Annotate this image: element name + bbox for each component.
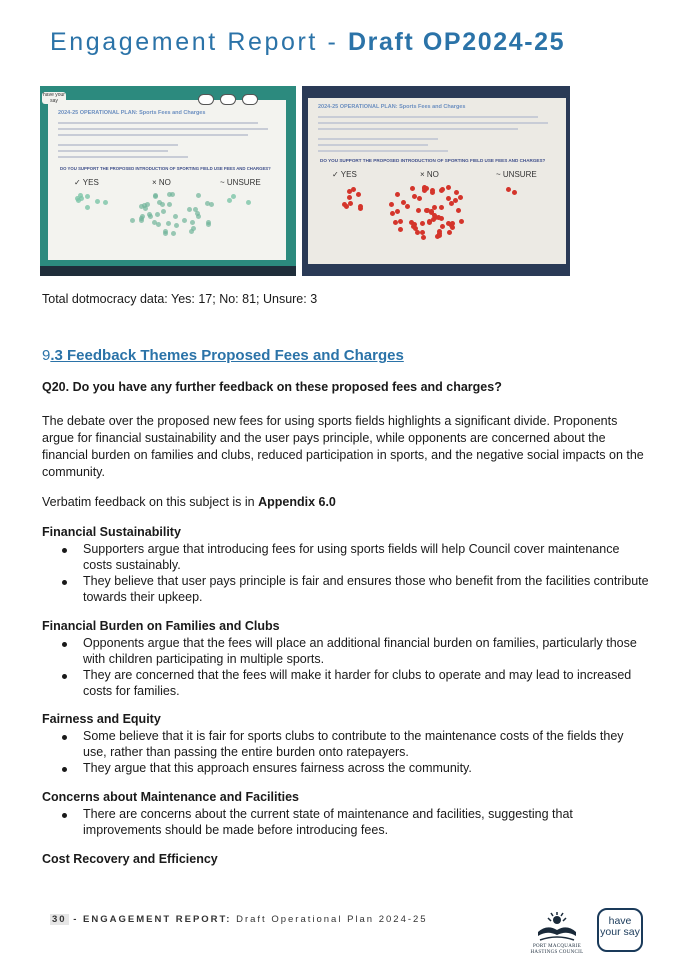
vote-dot: [459, 219, 464, 224]
bullet-icon: [62, 674, 67, 679]
section-title-link[interactable]: .3 Feedback Themes Proposed Fees and Charges: [50, 347, 404, 364]
bullet-icon: [62, 642, 67, 647]
section-number: 9: [42, 347, 51, 364]
vote-dot: [398, 219, 403, 224]
left-option-unsure: ~ UNSURE: [220, 178, 261, 187]
page-title: [50, 28, 565, 57]
board-text-line: [318, 116, 538, 118]
board-text-line: [58, 128, 268, 130]
council-logo: [530, 910, 584, 956]
theme-heading-financial-burden: Financial Burden on Families and Clubs: [42, 619, 280, 633]
vote-dot: [439, 188, 444, 193]
vote-dot: [140, 214, 145, 219]
vote-dot: [166, 221, 171, 226]
vote-dot: [191, 226, 196, 231]
bullet-icon: [62, 735, 67, 740]
bullet-text: They believe that user pays principle is fair and ensures those who benefit from the facilities contribute towards their upkeep.: [83, 574, 649, 604]
vote-dot: [196, 193, 201, 198]
vote-dot: [447, 230, 452, 235]
vote-dot: [344, 204, 349, 209]
theme-bullets-fairness-equity: [60, 729, 650, 778]
board-text-line: [58, 134, 248, 136]
vote-dot: [453, 198, 458, 203]
vote-dot: [195, 211, 200, 216]
bullet-icon: [62, 813, 67, 818]
vote-dot: [147, 212, 152, 217]
list-item: [60, 761, 650, 777]
theme-bullets-financial-sustainability: [60, 542, 650, 606]
vote-dot: [398, 227, 403, 232]
bullet-text: They are concerned that the fees will make it harder for clubs to operate and may lead to increased costs for families.: [83, 668, 632, 698]
vote-dot: [437, 233, 442, 238]
vote-dot: [174, 223, 179, 228]
vote-dot: [347, 195, 352, 200]
vote-dot: [456, 208, 461, 213]
board-text-line: [58, 150, 168, 152]
right-board-question: DO YOU SUPPORT THE PROPOSED INTRODUCTION OF SPORTING FIELD USE FEES AND CHARGES?: [320, 158, 546, 163]
vote-dot: [231, 194, 236, 199]
bullet-icon: [62, 580, 67, 585]
vote-dot: [163, 231, 168, 236]
vote-dot: [173, 214, 178, 219]
board-text-line: [318, 138, 438, 140]
vote-dot: [390, 211, 395, 216]
theme-bullets-maintenance-facilities: [60, 807, 650, 839]
page-footer: [50, 914, 428, 925]
vote-dot: [506, 187, 511, 192]
left-option-no: × NO: [152, 178, 171, 187]
appendix-reference: Appendix 6.0: [258, 495, 336, 509]
right-option-yes: ✓ YES: [332, 170, 357, 179]
vote-dot: [412, 222, 417, 227]
list-item: [60, 729, 650, 760]
hys-line-1: have: [608, 915, 632, 927]
vote-dot: [412, 194, 417, 199]
vote-dot: [155, 212, 160, 217]
bubble-icon: [198, 94, 214, 105]
vote-dot: [206, 222, 211, 227]
vote-dot: [512, 190, 517, 195]
bubble-icon: [242, 94, 258, 105]
intro-paragraph: The debate over the proposed new fees for using sports fields highlights a significant divide. Proponents argue for financial sustainability and the user pays principle, while opponents are concerned about the financial burden on families and clubs, reduced participation in sports, and the negative social impacts on the community.: [42, 414, 644, 479]
right-option-unsure: ~ UNSURE: [496, 170, 537, 179]
vote-dot: [157, 200, 162, 205]
vote-dot: [156, 222, 161, 227]
bubble-icon: [220, 94, 236, 105]
vote-dot: [190, 220, 195, 225]
bullet-text: Supporters argue that introducing fees for using sports fields will help Council cover maintenance costs sustainably.: [83, 542, 620, 572]
vote-dot: [393, 220, 398, 225]
list-item: [60, 636, 650, 667]
bullet-icon: [62, 767, 67, 772]
bullet-icon: [62, 548, 67, 553]
vote-dot: [421, 235, 426, 240]
vote-dot: [410, 186, 415, 191]
dotmocracy-caption: Total dotmocracy data: Yes: 17; No: 81; Unsure: 3: [42, 292, 318, 306]
board-text-line: [318, 122, 548, 124]
right-board-heading: 2024-25 OPERATIONAL PLAN: Sports Fees and Charges: [318, 104, 466, 110]
vote-dot: [161, 209, 166, 214]
theme-bullets-financial-burden: [60, 636, 650, 700]
footer-separator: -: [68, 914, 84, 925]
vote-dot: [440, 224, 445, 229]
bullet-text: Some believe that it is fair for sports clubs to contribute to the maintenance costs of the fields they use, rather than passing the entire burden onto ratepayers.: [83, 729, 624, 759]
vote-dot: [439, 205, 444, 210]
council-name: PORT MACQUARIE HASTINGS COUNCIL: [530, 944, 584, 955]
vote-dot: [103, 200, 108, 205]
vote-dot: [85, 194, 90, 199]
vote-dot: [153, 193, 158, 198]
council-emblem-icon: [530, 910, 584, 944]
left-board-corner-tag: have your say: [43, 92, 65, 104]
verbatim-note: [42, 494, 652, 511]
vote-dot: [130, 218, 135, 223]
board-text-line: [58, 122, 258, 124]
left-board-question: DO YOU SUPPORT THE PROPOSED INTRODUCTION OF SPORTING FIELD USE FEES AND CHARGES?: [60, 166, 271, 171]
board-text-line: [318, 150, 448, 152]
list-item: [60, 574, 650, 605]
vote-dot: [420, 221, 425, 226]
list-item: [60, 668, 650, 699]
bullet-text: They argue that this approach ensures fairness across the community.: [83, 761, 472, 775]
vote-dot: [389, 202, 394, 207]
board-text-line: [318, 128, 518, 130]
theme-heading-maintenance-facilities: Concerns about Maintenance and Facilities: [42, 790, 300, 804]
theme-heading-fairness-equity: Fairness and Equity: [42, 712, 161, 726]
vote-dot: [95, 199, 100, 204]
left-option-yes: ✓ YES: [74, 178, 99, 187]
vote-dot: [167, 202, 172, 207]
theme-heading-financial-sustainability: Financial Sustainability: [42, 525, 181, 539]
vote-dot: [246, 200, 251, 205]
vote-dot: [458, 195, 463, 200]
title-draft: Draft OP2024-25: [347, 28, 566, 56]
vote-dot: [356, 192, 361, 197]
left-board-poster: [43, 92, 286, 260]
vote-dot: [454, 190, 459, 195]
verbatim-text: Verbatim feedback on this subject is in: [42, 495, 259, 509]
right-board-poster: [308, 98, 566, 264]
vote-dot: [395, 209, 400, 214]
photo-bottom-strip: [40, 266, 296, 276]
photo-left-board: [40, 86, 296, 276]
bullet-text: Opponents argue that the fees will place an additional financial burden on families, particularly those with children participating in multiple sports.: [83, 636, 637, 666]
vote-dot: [85, 205, 90, 210]
list-item: [60, 807, 650, 838]
vote-dot: [417, 196, 422, 201]
bullet-text: There are concerns about the current state of maintenance and facilities, suggesting that improvements should be made before introducing fees.: [83, 807, 573, 837]
vote-dot: [358, 204, 363, 209]
vote-dot: [450, 225, 455, 230]
footer-label: ENGAGEMENT REPORT:: [83, 914, 237, 925]
list-item: [60, 542, 650, 573]
footer-doc-title: Draft Operational Plan 2024-25: [236, 914, 428, 925]
vote-dot: [446, 185, 451, 190]
survey-question: Q20. Do you have any further feedback on these proposed fees and charges?: [42, 380, 502, 394]
vote-dot: [351, 187, 356, 192]
hys-line-2: your say: [600, 926, 640, 938]
vote-dot: [395, 192, 400, 197]
board-text-line: [318, 144, 428, 146]
vote-dot: [430, 188, 435, 193]
vote-dot: [187, 207, 192, 212]
left-board-heading: 2024-25 OPERATIONAL PLAN: Sports Fees and Charges: [58, 110, 206, 116]
vote-dot: [171, 231, 176, 236]
vote-dot: [446, 196, 451, 201]
vote-dot: [182, 218, 187, 223]
board-text-line: [58, 144, 178, 146]
board-text-line: [58, 156, 188, 158]
vote-dot: [416, 208, 421, 213]
title-prefix: Engagement Report -: [50, 28, 348, 56]
vote-dot: [142, 203, 147, 208]
vote-dot: [79, 196, 84, 201]
vote-dot: [405, 204, 410, 209]
vote-dot: [431, 217, 436, 222]
theme-heading-cost-recovery: Cost Recovery and Efficiency: [42, 852, 218, 866]
page-number: 30: [52, 914, 67, 925]
section-heading[interactable]: [42, 347, 404, 364]
have-your-say-logo: [597, 908, 643, 952]
right-option-no: × NO: [420, 170, 439, 179]
photo-right-board: [302, 86, 570, 276]
